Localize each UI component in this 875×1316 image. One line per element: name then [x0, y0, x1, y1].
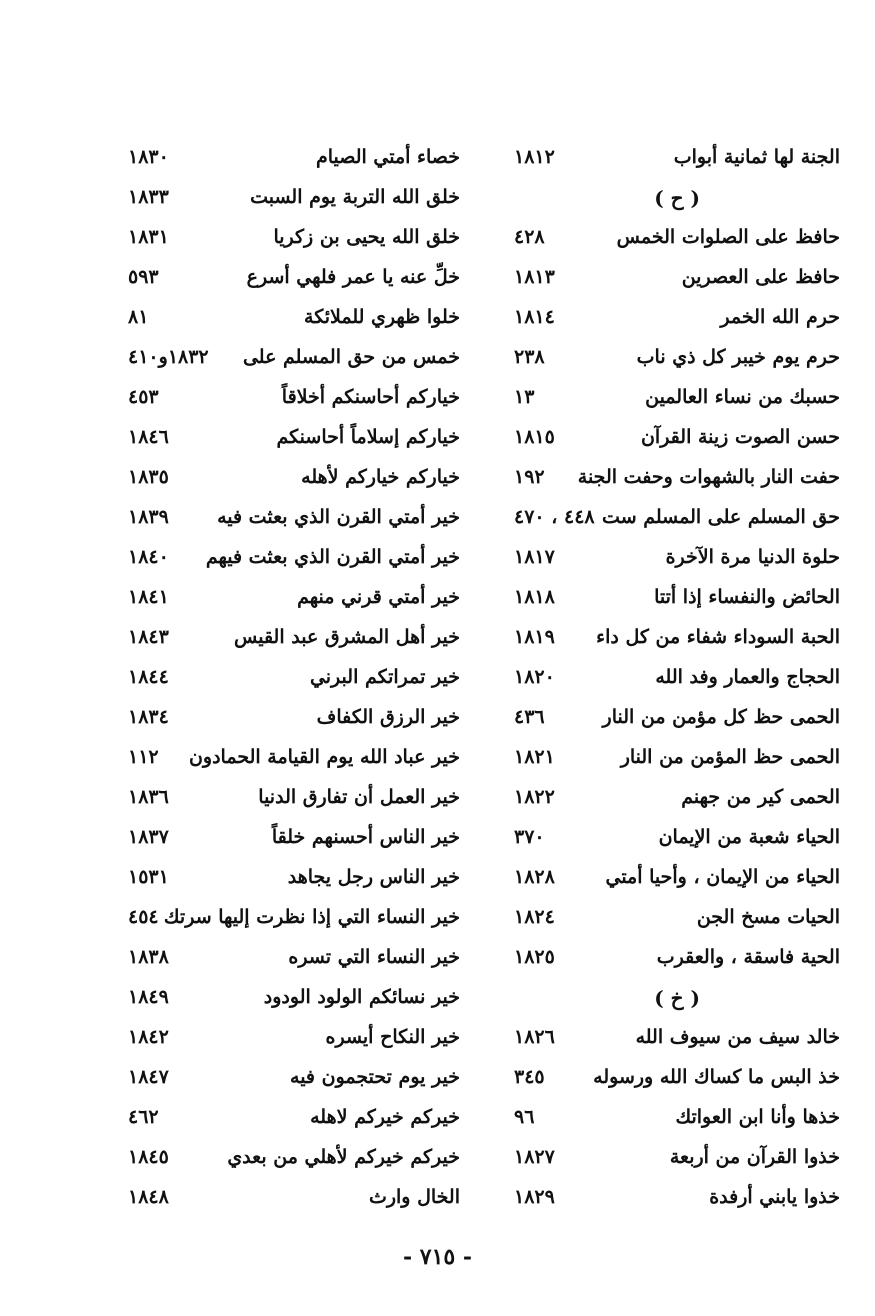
hadith-incipit: الخال وارث: [368, 1186, 460, 1208]
hadith-number: ٢٣٨: [514, 346, 545, 368]
hadith-number: ١٣: [514, 386, 535, 408]
hadith-number: ١٥٣١: [128, 866, 169, 888]
index-entry: [500, 1060, 840, 1100]
hadith-incipit: حسبك من نساء العالمين: [645, 386, 840, 408]
hadith-number: ١٨٢٤: [514, 906, 555, 928]
hadith-number: ١٨٣٥: [128, 466, 169, 488]
hadith-number: ٥٩٣: [128, 266, 159, 288]
index-entry: [500, 700, 840, 740]
hadith-incipit: خلِّ عنه يا عمر فلهي أسرع: [246, 266, 460, 288]
hadith-incipit: خير الناس أحسنهم خلقاً: [271, 826, 460, 848]
index-entry: [500, 900, 840, 940]
hadith-number: ١٨٢٠: [514, 666, 555, 688]
hadith-incipit: حافظ على العصرين: [681, 266, 840, 288]
section-header-row: [500, 980, 840, 1020]
hadith-number: ٤٢٨: [514, 226, 545, 248]
hadith-incipit: خذها وأنا ابن العواتك: [675, 1106, 840, 1128]
hadith-number: ١٨٢٨: [514, 866, 555, 888]
hadith-incipit: خذوا يابني أرفدة: [709, 1186, 840, 1208]
hadith-incipit: خير الرزق الكفاف: [316, 706, 460, 728]
index-entry: [120, 700, 460, 740]
hadith-number: ١٨١٩: [514, 626, 555, 648]
hadith-number: ١٨٢٥: [514, 946, 555, 968]
hadith-number: ٤٥٤: [128, 906, 159, 928]
index-entry: [120, 900, 460, 940]
hadith-number: ١٨٣٠: [128, 146, 169, 168]
index-entry: [120, 980, 460, 1020]
hadith-incipit: خير النساء التي تسره: [288, 946, 460, 968]
hadith-incipit: خير النكاح أيسره: [325, 1026, 460, 1048]
hadith-incipit: الحية فاسقة ، والعقرب: [656, 946, 840, 968]
hadith-incipit: خير يوم تحتجمون فيه: [290, 1066, 460, 1088]
index-entry: [120, 620, 460, 660]
index-entry: [500, 540, 840, 580]
hadith-incipit: الحجاج والعمار وفد الله: [655, 666, 840, 688]
hadith-incipit: خير أمتي القرن الذي بعثت فيه: [217, 506, 460, 528]
hadith-number: ١٨٤٩: [128, 986, 169, 1008]
hadith-number: ١٨٤١: [128, 586, 169, 608]
hadith-incipit: خياركم خياركم لأهله: [301, 466, 460, 488]
hadith-incipit: خالد سيف من سيوف الله: [635, 1026, 840, 1048]
hadith-number: ٣٤٥: [514, 1066, 545, 1088]
index-entry: [500, 260, 840, 300]
hadith-number: ١٨٣٦: [128, 786, 169, 808]
index-entry: [500, 580, 840, 620]
index-entry: [500, 1100, 840, 1140]
index-column-left: [120, 140, 460, 1220]
hadith-incipit: خيركم خيركم لاهله: [310, 1106, 460, 1128]
hadith-number: ١٩٢: [514, 466, 545, 488]
index-entry: [120, 1180, 460, 1220]
hadith-number: ١٨١٤: [514, 306, 555, 328]
hadith-incipit: خصاء أمتي الصيام: [315, 146, 460, 168]
hadith-number: ٤٣٦: [514, 706, 545, 728]
hadith-incipit: الحمى حظ كل مؤمن من النار: [602, 706, 840, 728]
index-entry: [120, 460, 460, 500]
hadith-incipit: حلوة الدنيا مرة الآخرة: [665, 546, 840, 568]
hadith-number: ٤٦٢: [128, 1106, 159, 1128]
index-entry: [120, 660, 460, 700]
index-entry: [120, 300, 460, 340]
index-entry: [500, 500, 840, 540]
index-entry: [500, 780, 840, 820]
hadith-incipit: الحائض والنفساء إذا أتتا: [654, 586, 840, 608]
hadith-number: ١٨٤٨: [128, 1186, 169, 1208]
hadith-number: ١٨١٧: [514, 546, 555, 568]
hadith-incipit: حق المسلم على المسلم ست: [602, 506, 840, 528]
index-entry: [500, 620, 840, 660]
index-entry: [500, 740, 840, 780]
hadith-incipit: خير أهل المشرق عبد القيس: [233, 626, 460, 648]
index-entry: [500, 1180, 840, 1220]
hadith-incipit: خير أمتي القرن الذي بعثت فيهم: [205, 546, 460, 568]
hadith-incipit: حرم الله الخمر: [720, 306, 840, 328]
hadith-incipit: خير نسائكم الولود الودود: [263, 986, 460, 1008]
hadith-incipit: خير تمراتكم البرني: [309, 666, 460, 688]
hadith-number: ١١٢: [128, 746, 159, 768]
index-entry: [120, 1100, 460, 1140]
hadith-incipit: خير الناس رجل يجاهد: [287, 866, 460, 888]
index-entry: [120, 420, 460, 460]
hadith-number: ١٨٤٣: [128, 626, 169, 648]
index-entry: [500, 140, 840, 180]
hadith-number: ١٨٢٢: [514, 786, 555, 808]
hadith-incipit: حسن الصوت زينة القرآن: [640, 426, 840, 448]
hadith-number: ١٨٤٤: [128, 666, 169, 688]
hadith-number: ١٨٣٩: [128, 506, 169, 528]
index-entry: [500, 660, 840, 700]
index-entry: [120, 380, 460, 420]
hadith-incipit: خير العمل أن تفارق الدنيا: [258, 786, 460, 808]
hadith-number: ٣٧٠: [514, 826, 545, 848]
hadith-number: ١٨٣٤: [128, 706, 169, 728]
index-entry: [120, 820, 460, 860]
hadith-incipit: الحبة السوداء شفاء من كل داء: [596, 626, 840, 648]
hadith-number: ١٨٣٣: [128, 186, 169, 208]
hadith-incipit: الجنة لها ثمانية أبواب: [673, 146, 840, 168]
hadith-incipit: خمس من حق المسلم على: [242, 346, 460, 368]
hadith-incipit: الحياء شعبة من الإيمان: [658, 826, 840, 848]
hadith-number: ١٨٤٢: [128, 1026, 169, 1048]
section-header-row: [500, 180, 840, 220]
index-entry: [120, 340, 460, 380]
hadith-number: ٤٥٣: [128, 386, 159, 408]
hadith-incipit: خير أمتي قرني منهم: [297, 586, 460, 608]
hadith-number: ١٨٣٨: [128, 946, 169, 968]
hadith-incipit: الحياء من الإيمان ، وأحيا أمتي: [605, 866, 840, 888]
index-entry: [120, 940, 460, 980]
index-entry: [120, 220, 460, 260]
index-entry: [500, 300, 840, 340]
index-entry: [120, 1060, 460, 1100]
index-entry: [120, 1140, 460, 1180]
hadith-number: ٨١: [128, 306, 149, 328]
index-entry: [120, 580, 460, 620]
index-entry: [120, 860, 460, 900]
index-entry: [500, 820, 840, 860]
hadith-number: ١٨١٨: [514, 586, 555, 608]
hadith-incipit: خيركم خيركم لأهلي من بعدي: [227, 1146, 460, 1168]
page-number: - ٧١٥ -: [402, 1244, 473, 1270]
hadith-number: ١٨١٣: [514, 266, 555, 288]
hadith-number: ١٨٤٥: [128, 1146, 169, 1168]
index-entry: [500, 460, 840, 500]
hadith-incipit: خلق الله التربة يوم السبت: [250, 186, 460, 208]
hadith-incipit: خياركم أحاسنكم أخلاقاً: [281, 386, 460, 408]
hadith-incipit: الحمى حظ المؤمن من النار: [620, 746, 840, 768]
hadith-number: ١٨٤٧: [128, 1066, 169, 1088]
hadith-number: ١٨٢٧: [514, 1146, 555, 1168]
hadith-incipit: الحيات مسخ الجن: [696, 906, 840, 928]
hadith-number: ١٨٢٦: [514, 1026, 555, 1048]
index-entry: [120, 260, 460, 300]
index-entry: [120, 780, 460, 820]
index-entry: [120, 500, 460, 540]
hadith-number: ١٨١٥: [514, 426, 555, 448]
hadith-number: ١٨٤٠: [128, 546, 169, 568]
index-entry: [120, 1020, 460, 1060]
hadith-incipit: خذوا القرآن من أربعة: [669, 1146, 840, 1168]
hadith-incipit: خلوا ظهري للملائكة: [304, 306, 460, 328]
hadith-number: ٤٤٨ ، ٤٧٠: [514, 506, 595, 528]
section-header: ( ح ): [654, 186, 700, 210]
index-entry: [500, 1140, 840, 1180]
hadith-number: ١٨٣٢و٤١٠: [128, 346, 209, 368]
index-entry: [500, 940, 840, 980]
hadith-incipit: الحمى كير من جهنم: [681, 786, 840, 808]
index-entry: [120, 540, 460, 580]
index-entry: [500, 1020, 840, 1060]
index-entry: [500, 420, 840, 460]
hadith-number: ١٨٣٧: [128, 826, 169, 848]
index-entry: [500, 340, 840, 380]
index-entry: [120, 180, 460, 220]
hadith-incipit: خير النساء التي إذا نظرت إليها سرتك: [163, 906, 460, 928]
hadith-number: ١٨٣١: [128, 226, 169, 248]
hadith-number: ٩٦: [514, 1106, 535, 1128]
section-header: ( خ ): [654, 986, 700, 1010]
hadith-incipit: خير عباد الله يوم القيامة الحمادون: [188, 746, 460, 768]
hadith-number: ١٨٢٩: [514, 1186, 555, 1208]
hadith-incipit: خياركم إسلاماً أحاسنكم: [276, 426, 460, 448]
hadith-number: ١٨٤٦: [128, 426, 169, 448]
hadith-number: ١٨٢١: [514, 746, 555, 768]
hadith-incipit: خلق الله يحيى بن زكريا: [273, 226, 460, 248]
hadith-number: ١٨١٢: [514, 146, 555, 168]
index-column-right: [500, 140, 840, 1220]
hadith-incipit: حفت النار بالشهوات وحفت الجنة: [577, 466, 840, 488]
hadith-incipit: حافظ على الصلوات الخمس: [616, 226, 840, 248]
index-entry: [500, 380, 840, 420]
hadith-incipit: حرم يوم خيبر كل ذي ناب: [636, 346, 840, 368]
hadith-incipit: خذ البس ما كساك الله ورسوله: [593, 1066, 840, 1088]
index-entry: [500, 220, 840, 260]
index-entry: [120, 740, 460, 780]
index-entry: [500, 860, 840, 900]
index-entry: [120, 140, 460, 180]
